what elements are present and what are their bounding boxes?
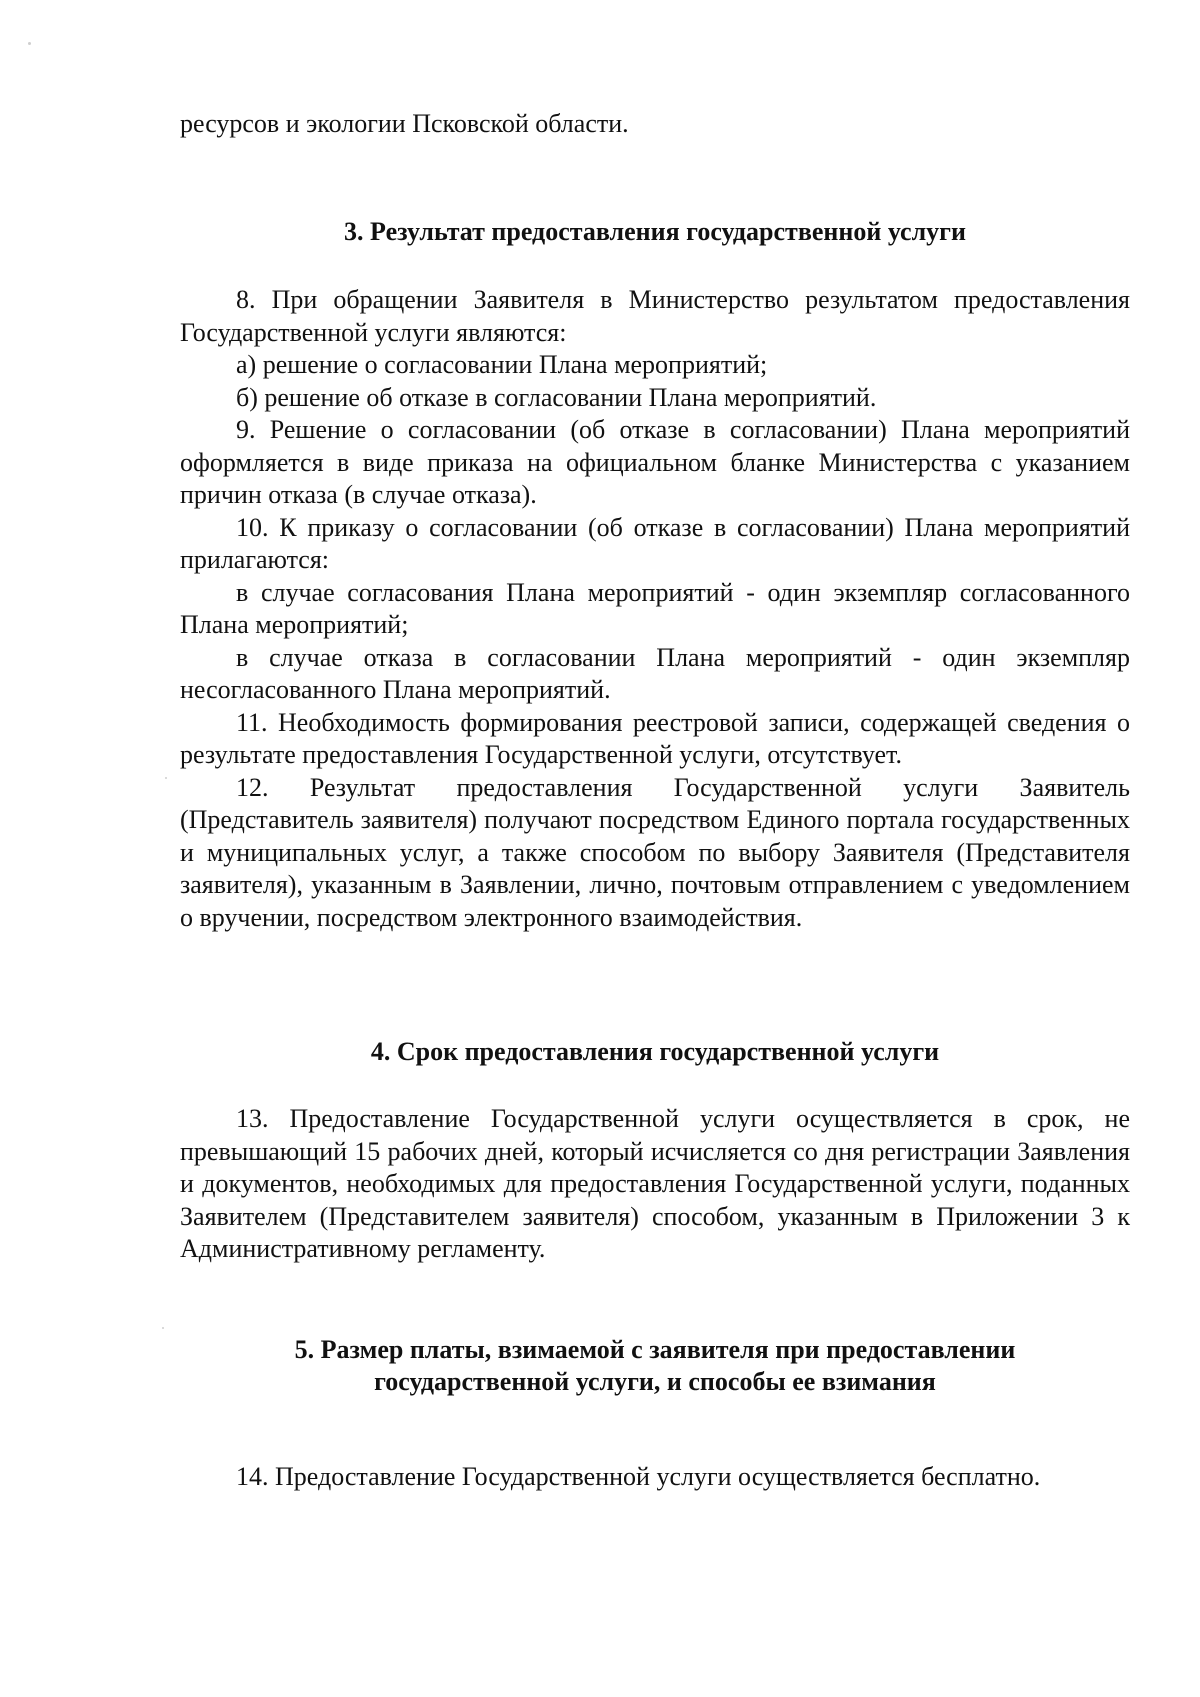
intro-block [180,108,1130,141]
intro-line: ресурсов и экологии Псковской области. [180,109,629,138]
paragraph-10: 10. К приказу о согласовании (об отказе в согласовании) Плана мероприятий прилагаются: [180,512,1130,574]
paragraph-14: 14. Предоставление Государственной услуги осуществляется бесплатно. [236,1462,1041,1491]
paragraph-10-case-approved: в случае согласования Плана мероприятий - один экземпляр согласованного Плана мероприятий; [180,577,1130,639]
scan-artifact [165,777,167,779]
paragraph-11: 11. Необходимость формирования реестровой записи, содержащей сведения о результате предоставления Государственной услуги, отсутствует. [180,707,1130,769]
paragraph-9: 9. Решение о согласовании (об отказе в согласовании) Плана мероприятий оформляется в виде приказа на официальном бланке Министерства с указанием причин отказа (в случае отказа). [180,415,1130,509]
paragraph-8: 8. При обращении Заявителя в Министерство результатом предоставления Государственной услуги являются: [180,285,1130,347]
paragraph-8b: б) решение об отказе в согласовании Плана мероприятий. [236,382,877,412]
paragraph-10-case-refused: в случае отказа в согласовании Плана мероприятий - один экземпляр несогласованного Плана мероприятий. [180,642,1130,704]
section-5-heading-line-1: 5. Размер платы, взимаемой с заявителя при предоставлении [294,1335,1016,1364]
section-5-body [180,1461,1130,1494]
section-4-heading: 4. Срок предоставления государственной услуги [370,1037,940,1066]
section-5-heading [180,1334,1130,1398]
section-5-heading-line-2: государственной услуги, и способы ее взимания [374,1367,936,1396]
section-3-heading: 3. Результат предоставления государственной услуги [344,217,966,246]
section-4-body [180,1103,1130,1266]
paragraph-12: 12. Результат предоставления Государственной услуги Заявитель (Представитель заявителя) получают посредством Единого портала государственных и муниципальных услуг, а также способом по выбору Заявителя (Представителя заявителя), указанным в Заявлении, лично, почтовым отправлением с уведомлением о вручении, посредством электронного взаимодействия. [180,772,1130,932]
section-3-body [180,284,1130,934]
scan-artifact [28,42,31,45]
paragraph-8a: а) решение о согласовании Плана мероприятий; [236,350,768,379]
paragraph-13: 13. Предоставление Государственной услуги осуществляется в срок, не превышающий 15 рабочих дней, который исчисляется со дня регистрации Заявления и документов, необходимых для предоставления Государственной услуги, поданных Заявителем (Представителем заявителя) способом, указанным в Приложении 3 к Административному регламенту. [180,1104,1130,1263]
scan-artifact [162,1327,164,1329]
